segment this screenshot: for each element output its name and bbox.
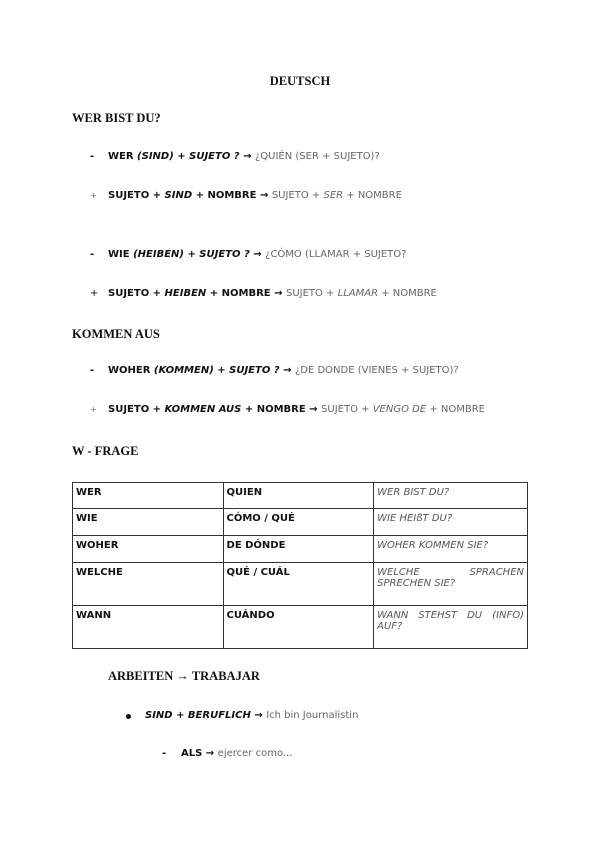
rule-line [108, 404, 485, 415]
text-segment: + NOMBRE → [241, 404, 322, 415]
german-word-cell: WIE [73, 509, 224, 536]
text-segment: ¿QUIÉN (SER + SUJETO)? [254, 151, 380, 162]
rule-line [108, 249, 406, 260]
text-segment: SUJETO + [108, 190, 165, 201]
text-segment: + NOMBRE [426, 404, 485, 415]
text-segment: → [283, 365, 295, 376]
arbeiten-sub-line [181, 748, 292, 759]
text-segment: ¿CÓMO (LLAMAR + SUJETO? [265, 249, 407, 260]
german-word-cell: WOHER [73, 536, 224, 563]
text-segment: KOMMEN AUS [164, 404, 242, 415]
text-segment: (SIND) + SUJETO ? [137, 151, 244, 162]
spanish-word-cell: QUÉ / CUÁL [223, 563, 374, 606]
rule-line [108, 190, 402, 201]
text-segment: + NOMBRE → [206, 288, 286, 299]
heading-kommen-aus: KOMMEN AUS [72, 327, 160, 341]
rule-line [108, 365, 459, 376]
text-segment: + NOMBRE → [192, 190, 272, 201]
table-row [73, 563, 528, 606]
example-cell: WIE HEIßT DU? [374, 509, 528, 536]
rule-line [108, 151, 380, 162]
german-word-cell: WELCHE [73, 563, 224, 606]
text-segment: SIND + BERUFLICH [145, 710, 251, 721]
example-cell: WANN STEHST DU (INFO) AUF? [374, 606, 528, 649]
arbeiten-bullet-line [145, 710, 358, 721]
text-segment: SUJETO + [285, 288, 338, 299]
w-frage-table [72, 482, 528, 649]
list-marker: + [90, 405, 97, 414]
document-title: DEUTSCH [269, 74, 331, 88]
example-cell: WELCHE SPRACHEN SPRECHEN SIE? [374, 563, 528, 606]
list-marker: - [90, 249, 95, 260]
rule-line [108, 288, 437, 299]
table-row [73, 606, 528, 649]
text-segment: → [253, 249, 266, 260]
spanish-word-cell: QUIEN [223, 483, 374, 509]
heading-arbeiten: ARBEITEN → TRABAJAR [108, 669, 260, 683]
table-row [73, 483, 528, 509]
spanish-word-cell: DE DÓNDE [223, 536, 374, 563]
bullet-icon [126, 714, 131, 719]
text-segment: SUJETO + [321, 404, 373, 415]
text-segment: → [202, 748, 218, 759]
text-segment: HEIBEN [164, 288, 207, 299]
text-segment: WIE [108, 249, 134, 260]
text-segment: LLAMAR [337, 288, 379, 299]
text-segment: SUJETO + [271, 190, 324, 201]
text-segment: (HEIBEN) + SUJETO ? [133, 249, 254, 260]
list-marker: - [90, 365, 95, 376]
heading-w-frage: W - FRAGE [72, 444, 139, 458]
spanish-word-cell: CÓMO / QUÉ [223, 509, 374, 536]
text-segment: ¿DE DONDE (VIENES + SUJETO)? [294, 365, 459, 376]
list-marker: + [90, 288, 99, 299]
text-segment: → [250, 710, 267, 721]
example-cell: WOHER KOMMEN SIE? [374, 536, 528, 563]
german-word-cell: WANN [73, 606, 224, 649]
german-word-cell: WER [73, 483, 224, 509]
heading-wer-bist-du: WER BIST DU? [72, 111, 161, 125]
text-segment: + NOMBRE [378, 288, 437, 299]
example-cell: WER BIST DU? [374, 483, 528, 509]
list-marker: - [90, 151, 95, 162]
text-segment: (KOMMEN) + SUJETO ? [153, 365, 284, 376]
text-segment: + NOMBRE [343, 190, 402, 201]
table-row [73, 536, 528, 563]
text-segment: WER [108, 151, 138, 162]
text-segment: SUJETO + [108, 404, 165, 415]
text-segment: VENGO DE [372, 404, 427, 415]
text-segment: SIND [164, 190, 193, 201]
text-segment: Ich bin Journalistin [266, 710, 359, 721]
table-row [73, 509, 528, 536]
text-segment: ALS [181, 748, 203, 759]
text-segment: SUJETO + [108, 288, 165, 299]
text-segment: SER [323, 190, 344, 201]
spanish-word-cell: CUÁNDO [223, 606, 374, 649]
text-segment: ejercer como... [217, 748, 293, 759]
dash-marker: - [162, 748, 167, 759]
list-marker: + [90, 191, 97, 200]
text-segment: WOHER [108, 365, 154, 376]
text-segment: → [243, 151, 255, 162]
